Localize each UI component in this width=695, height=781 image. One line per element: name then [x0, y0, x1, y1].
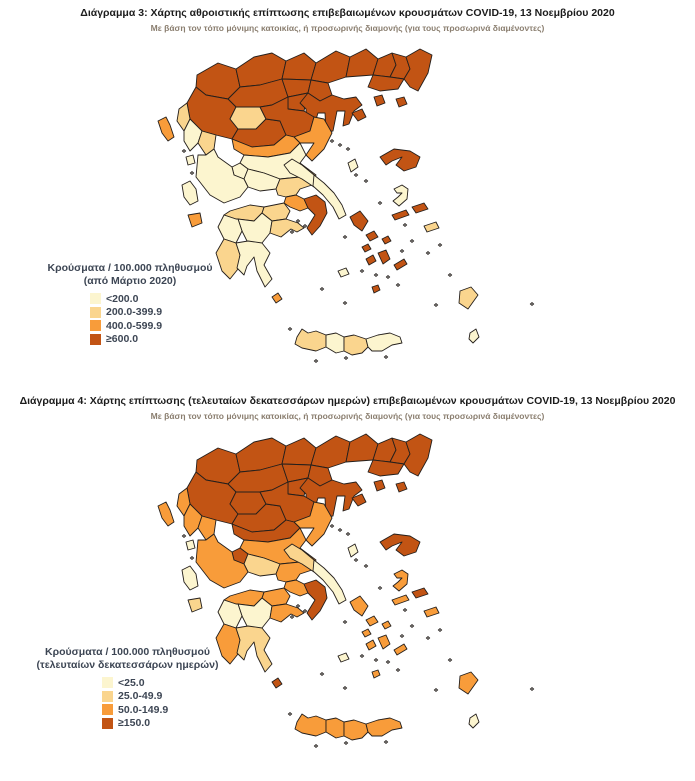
region-mykonos — [382, 236, 391, 244]
islet — [288, 328, 291, 331]
region-samos — [412, 203, 428, 213]
region-lakonia — [236, 241, 272, 287]
region-samothraki — [396, 97, 407, 107]
region-skyros — [348, 544, 358, 557]
islet — [330, 140, 333, 143]
region-kefalonia — [182, 181, 198, 205]
islet — [296, 220, 299, 223]
islet — [448, 274, 451, 277]
region-milos — [338, 268, 349, 277]
islet — [354, 559, 357, 562]
region-paros — [366, 255, 376, 265]
region-crete_lasithi — [366, 718, 402, 736]
region-crete_chania — [295, 329, 326, 351]
region-lefkada — [186, 540, 195, 550]
legend-label: ≥150.0 — [118, 717, 151, 730]
region-santorini — [372, 285, 380, 293]
islet — [434, 304, 437, 307]
region-karpathos — [469, 714, 479, 728]
islet — [343, 236, 346, 239]
islet — [182, 535, 185, 538]
figure1-subtitle: Με βάση τον τόπο μόνιμης κατοικίας, ή προσωρινής διαμονής (για τους προσωρινά διαμένοντες) — [150, 23, 545, 33]
region-rhodes — [459, 287, 478, 309]
region-zakynthos — [188, 213, 202, 227]
islet — [346, 533, 349, 536]
islet — [320, 288, 323, 291]
legend-swatch — [90, 334, 101, 345]
islet — [384, 356, 387, 359]
islet — [400, 250, 403, 253]
islet — [434, 689, 437, 692]
region-crete_rethymno — [326, 333, 344, 353]
islet — [343, 687, 346, 690]
region-kos — [424, 222, 439, 232]
region-samothraki — [396, 482, 407, 492]
islet — [364, 180, 367, 183]
islet — [360, 270, 363, 273]
region-attica — [304, 195, 327, 235]
region-kefalonia — [182, 566, 198, 590]
islet — [303, 610, 306, 613]
legend-label: 200.0-399.9 — [106, 306, 163, 319]
region-amorgos — [394, 644, 407, 655]
legend-row — [102, 703, 235, 717]
region-zakynthos — [188, 598, 202, 612]
region-ilia — [218, 600, 242, 628]
region-chios — [393, 185, 408, 206]
region-crete_heraklion — [344, 720, 368, 740]
region-lesbos — [380, 534, 420, 556]
islet — [344, 742, 347, 745]
legend-label: 50.0-149.9 — [118, 703, 169, 716]
region-andros — [350, 596, 368, 616]
islet — [190, 557, 193, 560]
legend-swatch — [102, 704, 113, 715]
islet — [330, 525, 333, 528]
islet — [290, 231, 293, 234]
legend-label: 25.0-49.9 — [118, 690, 163, 703]
region-thasos — [374, 480, 385, 491]
region-serres — [311, 436, 350, 468]
islet — [438, 629, 441, 632]
islet — [290, 616, 293, 619]
legend-swatch — [90, 293, 101, 304]
islet — [403, 609, 406, 612]
region-ikaria — [392, 210, 409, 220]
region-serres — [311, 51, 350, 83]
islet — [410, 240, 413, 243]
figure2-legend — [20, 646, 235, 730]
islet — [296, 605, 299, 608]
islet — [426, 637, 429, 640]
islet — [396, 669, 399, 672]
islet — [320, 673, 323, 676]
region-crete_heraklion — [344, 335, 368, 355]
region-lesbos — [380, 149, 420, 171]
region-amorgos — [394, 259, 407, 270]
islet — [530, 303, 533, 306]
islet — [530, 688, 533, 691]
islet — [344, 357, 347, 360]
figure1-legend — [25, 262, 235, 346]
islet — [288, 713, 291, 716]
figure2-legend-title — [20, 646, 235, 672]
legend-swatch — [102, 677, 113, 688]
legend-label: 400.0-599.9 — [106, 319, 163, 332]
islet — [182, 150, 185, 153]
islet — [360, 655, 363, 658]
islet — [364, 565, 367, 568]
legend-row — [90, 333, 235, 347]
figure1-legend-title — [25, 262, 235, 288]
islet — [448, 659, 451, 662]
legend-row — [90, 306, 235, 320]
region-ikaria — [392, 595, 409, 605]
figure1-legend-rows — [90, 292, 235, 346]
figure2-legend-rows — [102, 676, 235, 730]
legend-row — [90, 292, 235, 306]
region-rhodes — [459, 672, 478, 694]
legend-row — [102, 676, 235, 690]
legend-label: ≥600.0 — [106, 333, 139, 346]
islet — [343, 621, 346, 624]
region-kos — [424, 607, 439, 617]
region-mykonos — [382, 621, 391, 629]
islet — [400, 635, 403, 638]
figure1-title: Διάγραμμα 3: Χάρτης αθροιστικής επίπτωσης επιβεβαιωμένων κρουσμάτων COVID-19, 13 Νοεμβρίου 2020 — [80, 7, 615, 19]
islet — [190, 172, 193, 175]
islet — [378, 202, 381, 205]
islet — [314, 360, 317, 363]
legend-swatch — [90, 320, 101, 331]
islet — [338, 144, 341, 147]
region-corfu — [158, 117, 174, 141]
region-syros — [362, 629, 371, 637]
islet — [384, 741, 387, 744]
islet — [374, 274, 377, 277]
region-paros — [366, 640, 376, 650]
legend-row — [102, 717, 235, 731]
islet — [403, 224, 406, 227]
region-syros — [362, 244, 371, 252]
legend-row — [90, 319, 235, 333]
islet — [346, 148, 349, 151]
legend-row — [102, 690, 235, 704]
islet — [338, 529, 341, 532]
islet — [314, 745, 317, 748]
region-chios — [393, 570, 408, 591]
legend-title-line2: (τελευταίων δεκατεσσάρων ημερών) — [36, 659, 219, 671]
region-attica — [304, 580, 327, 620]
region-lakonia — [236, 626, 272, 672]
region-tinos — [366, 231, 378, 241]
legend-swatch — [102, 718, 113, 729]
region-milos — [338, 653, 349, 662]
region-karpathos — [469, 329, 479, 343]
region-kythira — [272, 293, 282, 303]
islet — [343, 302, 346, 305]
figure2-title: Διάγραμμα 4: Χάρτης επίπτωσης (τελευταίων δεκατεσσάρων ημερών) επιβεβαιωμένων κρουσμάτων COVID-19, 13 Νοεμβρίου 2020 — [19, 395, 676, 407]
islet — [438, 244, 441, 247]
region-ilia — [218, 215, 242, 243]
islet — [354, 174, 357, 177]
legend-title-line1: Κρούσματα / 100.000 πληθυσμού — [47, 262, 213, 274]
figure2-subtitle: Με βάση τον τόπο μόνιμης κατοικίας, ή προσωρινής διαμονής (για τους προσωρινά διαμένοντες) — [150, 411, 545, 421]
region-thasos — [374, 95, 385, 106]
legend-title-line2: (από Μάρτιο 2020) — [83, 275, 177, 287]
legend-swatch — [90, 307, 101, 318]
islet — [374, 659, 377, 662]
region-drama — [346, 49, 378, 77]
region-naxos — [378, 250, 390, 264]
region-kilkis — [282, 438, 316, 465]
region-crete_rethymno — [326, 718, 344, 738]
region-samos — [412, 588, 428, 598]
legend-swatch — [102, 691, 113, 702]
islet — [386, 661, 389, 664]
region-crete_chania — [295, 714, 326, 736]
region-skyros — [348, 159, 358, 172]
region-naxos — [378, 635, 390, 649]
region-kilkis — [282, 53, 316, 80]
region-andros — [350, 211, 368, 231]
legend-label: <200.0 — [106, 292, 139, 305]
islet — [426, 252, 429, 255]
region-corfu — [158, 502, 174, 526]
region-tinos — [366, 616, 378, 626]
islet — [410, 625, 413, 628]
region-crete_lasithi — [366, 333, 402, 351]
islet — [386, 276, 389, 279]
region-santorini — [372, 670, 380, 678]
islet — [396, 284, 399, 287]
legend-label: <25.0 — [118, 676, 145, 689]
region-kythira — [272, 678, 282, 688]
islet — [378, 587, 381, 590]
region-lefkada — [186, 155, 195, 165]
legend-title-line1: Κρούσματα / 100.000 πληθυσμού — [45, 646, 210, 658]
islet — [303, 225, 306, 228]
region-drama — [346, 434, 378, 462]
